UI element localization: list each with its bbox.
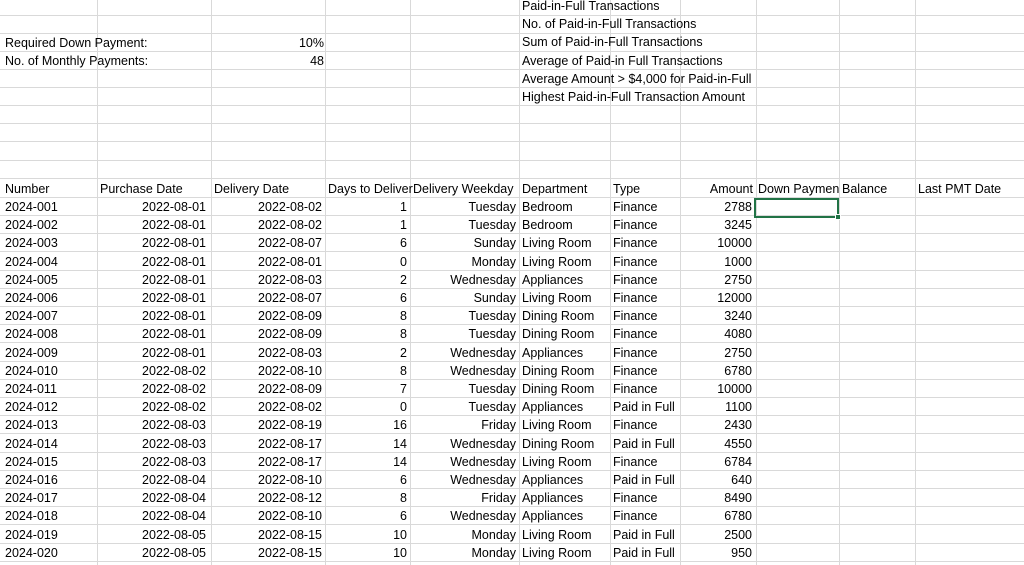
header-number[interactable]: Number <box>5 182 50 196</box>
cell-type[interactable]: Finance <box>613 291 658 305</box>
cell-purchase-date[interactable]: 2022-08-01 <box>142 255 206 269</box>
cell-days-to-deliver[interactable]: 14 <box>393 437 407 451</box>
cell-delivery-weekday[interactable]: Tuesday <box>468 327 516 341</box>
cell-number[interactable]: 2024-009 <box>5 346 58 360</box>
selected-cell-down-payment[interactable] <box>754 198 839 218</box>
cell-purchase-date[interactable]: 2022-08-02 <box>142 400 206 414</box>
cell-days-to-deliver[interactable]: 7 <box>400 382 407 396</box>
cell-amount[interactable]: 2788 <box>724 200 752 214</box>
cell-days-to-deliver[interactable]: 1 <box>400 218 407 232</box>
cell-delivery-weekday[interactable]: Wednesday <box>450 473 516 487</box>
cell-department[interactable]: Appliances <box>522 473 584 487</box>
cell-purchase-date[interactable]: 2022-08-01 <box>142 200 206 214</box>
cell-department[interactable]: Bedroom <box>522 218 573 232</box>
summary-label-6[interactable]: Highest Paid-in-Full Transaction Amount <box>522 90 746 104</box>
cell-delivery-date[interactable]: 2022-08-17 <box>258 455 322 469</box>
header-days-to-deliver[interactable]: Days to Deliver <box>328 182 413 196</box>
cell-amount[interactable]: 1000 <box>724 255 752 269</box>
summary-label-4[interactable]: Average of Paid-in Full Transactions <box>522 54 723 68</box>
cell-delivery-weekday[interactable]: Sunday <box>473 236 516 250</box>
cell-amount[interactable]: 2750 <box>724 273 752 287</box>
cell-number[interactable]: 2024-012 <box>5 400 58 414</box>
cell-delivery-date[interactable]: 2022-08-01 <box>258 255 322 269</box>
summary-label-5[interactable]: Average Amount > $4,000 for Paid-in-Full <box>522 72 752 86</box>
cell-delivery-weekday[interactable]: Monday <box>471 546 516 560</box>
cell-amount[interactable]: 8490 <box>724 491 752 505</box>
cell-delivery-weekday[interactable]: Tuesday <box>468 382 516 396</box>
cell-delivery-date[interactable]: 2022-08-17 <box>258 437 322 451</box>
cell-department[interactable]: Appliances <box>522 509 584 523</box>
cell-type[interactable]: Finance <box>613 346 658 360</box>
cell-amount[interactable]: 4550 <box>724 437 752 451</box>
cell-delivery-weekday[interactable]: Wednesday <box>450 346 516 360</box>
cell-amount[interactable]: 2500 <box>724 528 752 542</box>
cell-delivery-weekday[interactable]: Tuesday <box>468 400 516 414</box>
cell-department[interactable]: Dining Room <box>522 437 595 451</box>
cell-purchase-date[interactable]: 2022-08-04 <box>142 473 206 487</box>
cell-purchase-date[interactable]: 2022-08-01 <box>142 309 206 323</box>
cell-days-to-deliver[interactable]: 8 <box>400 327 407 341</box>
cell-delivery-weekday[interactable]: Sunday <box>473 291 516 305</box>
cell-department[interactable]: Living Room <box>522 546 592 560</box>
cell-delivery-weekday[interactable]: Monday <box>471 255 516 269</box>
cell-number[interactable]: 2024-005 <box>5 273 58 287</box>
monthly-payments-label[interactable]: No. of Monthly Payments: <box>5 54 149 68</box>
cell-purchase-date[interactable]: 2022-08-03 <box>142 418 206 432</box>
cell-delivery-weekday[interactable]: Wednesday <box>450 509 516 523</box>
cell-delivery-weekday[interactable]: Friday <box>481 491 516 505</box>
cell-delivery-weekday[interactable]: Tuesday <box>468 218 516 232</box>
cell-amount[interactable]: 10000 <box>717 382 752 396</box>
cell-purchase-date[interactable]: 2022-08-04 <box>142 509 206 523</box>
cell-department[interactable]: Appliances <box>522 346 584 360</box>
cell-purchase-date[interactable]: 2022-08-03 <box>142 437 206 451</box>
cell-days-to-deliver[interactable]: 0 <box>400 400 407 414</box>
cell-delivery-date[interactable]: 2022-08-03 <box>258 273 322 287</box>
column-gridline <box>839 0 840 565</box>
cell-number[interactable]: 2024-015 <box>5 455 58 469</box>
cell-delivery-date[interactable]: 2022-08-15 <box>258 528 322 542</box>
cell-amount[interactable]: 12000 <box>717 291 752 305</box>
cell-delivery-date[interactable]: 2022-08-09 <box>258 327 322 341</box>
row-gridline <box>0 123 1024 124</box>
cell-purchase-date[interactable]: 2022-08-04 <box>142 491 206 505</box>
cell-type[interactable]: Paid in Full <box>613 437 675 451</box>
cell-purchase-date[interactable]: 2022-08-01 <box>142 291 206 305</box>
row-gridline <box>0 105 1024 106</box>
cell-delivery-date[interactable]: 2022-08-07 <box>258 236 322 250</box>
cell-number[interactable]: 2024-003 <box>5 236 58 250</box>
cell-department[interactable]: Dining Room <box>522 327 595 341</box>
cell-type[interactable]: Paid in Full <box>613 528 675 542</box>
cell-delivery-weekday[interactable]: Monday <box>471 528 516 542</box>
cell-delivery-date[interactable]: 2022-08-02 <box>258 218 322 232</box>
cell-days-to-deliver[interactable]: 8 <box>400 309 407 323</box>
cell-purchase-date[interactable]: 2022-08-05 <box>142 546 206 560</box>
cell-delivery-weekday[interactable]: Tuesday <box>468 200 516 214</box>
cell-delivery-weekday[interactable]: Wednesday <box>450 455 516 469</box>
summary-label-1[interactable]: Paid-in-Full Transactions <box>522 0 660 13</box>
cell-delivery-weekday[interactable]: Friday <box>481 418 516 432</box>
cell-department[interactable]: Living Room <box>522 291 592 305</box>
cell-days-to-deliver[interactable]: 6 <box>400 509 407 523</box>
header-delivery-weekday[interactable]: Delivery Weekday <box>413 182 514 196</box>
cell-type[interactable]: Finance <box>613 364 658 378</box>
cell-days-to-deliver[interactable]: 0 <box>400 255 407 269</box>
cell-amount[interactable]: 6780 <box>724 509 752 523</box>
header-amount[interactable]: Amount <box>709 182 753 196</box>
cell-number[interactable]: 2024-008 <box>5 327 58 341</box>
header-down-payment[interactable]: Down Paymen <box>758 182 840 196</box>
cell-type[interactable]: Finance <box>613 382 658 396</box>
cell-number[interactable]: 2024-017 <box>5 491 58 505</box>
down-payment-label[interactable]: Required Down Payment: <box>5 36 148 50</box>
cell-number[interactable]: 2024-007 <box>5 309 58 323</box>
cell-delivery-date[interactable]: 2022-08-02 <box>258 400 322 414</box>
cell-days-to-deliver[interactable]: 6 <box>400 473 407 487</box>
cell-delivery-date[interactable]: 2022-08-10 <box>258 509 322 523</box>
cell-delivery-weekday[interactable]: Wednesday <box>450 437 516 451</box>
fill-handle[interactable] <box>835 214 841 220</box>
cell-number[interactable]: 2024-004 <box>5 255 58 269</box>
down-payment-value[interactable]: 10% <box>298 36 324 50</box>
cell-department[interactable]: Living Room <box>522 528 592 542</box>
cell-number[interactable]: 2024-014 <box>5 437 58 451</box>
cell-days-to-deliver[interactable]: 2 <box>400 346 407 360</box>
cell-delivery-date[interactable]: 2022-08-10 <box>258 473 322 487</box>
cell-amount[interactable]: 4080 <box>724 327 752 341</box>
monthly-payments-value[interactable]: 48 <box>310 54 324 68</box>
cell-purchase-date[interactable]: 2022-08-01 <box>142 273 206 287</box>
cell-delivery-date[interactable]: 2022-08-12 <box>258 491 322 505</box>
cell-number[interactable]: 2024-011 <box>5 382 57 396</box>
cell-type[interactable]: Finance <box>613 273 658 287</box>
header-balance[interactable]: Balance <box>842 182 888 196</box>
cell-department[interactable]: Bedroom <box>522 200 573 214</box>
cell-delivery-date[interactable]: 2022-08-10 <box>258 364 322 378</box>
cell-days-to-deliver[interactable]: 14 <box>393 455 407 469</box>
cell-department[interactable]: Appliances <box>522 491 584 505</box>
cell-days-to-deliver[interactable]: 16 <box>393 418 407 432</box>
cell-purchase-date[interactable]: 2022-08-01 <box>142 218 206 232</box>
cell-delivery-date[interactable]: 2022-08-03 <box>258 346 322 360</box>
cell-type[interactable]: Finance <box>613 218 658 232</box>
cell-number[interactable]: 2024-016 <box>5 473 58 487</box>
summary-label-2[interactable]: No. of Paid-in-Full Transactions <box>522 17 697 31</box>
cell-type[interactable]: Finance <box>613 418 658 432</box>
cell-type[interactable]: Paid in Full <box>613 400 675 414</box>
cell-number[interactable]: 2024-018 <box>5 509 58 523</box>
cell-delivery-weekday[interactable]: Wednesday <box>450 364 516 378</box>
cell-number[interactable]: 2024-006 <box>5 291 58 305</box>
cell-department[interactable]: Dining Room <box>522 309 595 323</box>
header-purchase-date[interactable]: Purchase Date <box>100 182 183 196</box>
cell-purchase-date[interactable]: 2022-08-01 <box>142 327 206 341</box>
cell-purchase-date[interactable]: 2022-08-05 <box>142 528 206 542</box>
cell-delivery-date[interactable]: 2022-08-09 <box>258 309 322 323</box>
cell-department[interactable]: Living Room <box>522 455 592 469</box>
cell-amount[interactable]: 6780 <box>724 364 752 378</box>
cell-department[interactable]: Living Room <box>522 236 592 250</box>
cell-purchase-date[interactable]: 2022-08-01 <box>142 346 206 360</box>
cell-delivery-date[interactable]: 2022-08-02 <box>258 200 322 214</box>
cell-type[interactable]: Finance <box>613 455 658 469</box>
cell-amount[interactable]: 10000 <box>717 236 752 250</box>
cell-number[interactable]: 2024-002 <box>5 218 58 232</box>
cell-days-to-deliver[interactable]: 8 <box>400 364 407 378</box>
cell-amount[interactable]: 2750 <box>724 346 752 360</box>
cell-amount[interactable]: 6784 <box>724 455 752 469</box>
header-delivery-date[interactable]: Delivery Date <box>214 182 290 196</box>
cell-amount[interactable]: 950 <box>731 546 752 560</box>
cell-department[interactable]: Appliances <box>522 400 584 414</box>
row-gridline <box>0 141 1024 142</box>
row-gridline <box>0 178 1024 179</box>
cell-purchase-date[interactable]: 2022-08-02 <box>142 382 206 396</box>
cell-delivery-weekday[interactable]: Wednesday <box>450 273 516 287</box>
cell-number[interactable]: 2024-013 <box>5 418 58 432</box>
cell-days-to-deliver[interactable]: 6 <box>400 291 407 305</box>
row-gridline <box>0 87 1024 88</box>
cell-delivery-date[interactable]: 2022-08-07 <box>258 291 322 305</box>
cell-amount[interactable]: 2430 <box>724 418 752 432</box>
cell-amount[interactable]: 3245 <box>724 218 752 232</box>
cell-number[interactable]: 2024-001 <box>5 200 58 214</box>
cell-amount[interactable]: 1100 <box>725 400 752 414</box>
cell-type[interactable]: Finance <box>613 327 658 341</box>
cell-type[interactable]: Finance <box>613 491 658 505</box>
cell-delivery-weekday[interactable]: Tuesday <box>468 309 516 323</box>
cell-number[interactable]: 2024-010 <box>5 364 58 378</box>
summary-label-3[interactable]: Sum of Paid-in-Full Transactions <box>522 35 703 49</box>
header-type[interactable]: Type <box>613 182 641 196</box>
cell-department[interactable]: Living Room <box>522 418 592 432</box>
cell-type[interactable]: Finance <box>613 255 658 269</box>
cell-delivery-date[interactable]: 2022-08-19 <box>258 418 322 432</box>
cell-type[interactable]: Finance <box>613 236 658 250</box>
cell-days-to-deliver[interactable]: 2 <box>400 273 407 287</box>
cell-department[interactable]: Living Room <box>522 255 592 269</box>
cell-department[interactable]: Appliances <box>522 273 584 287</box>
cell-purchase-date[interactable]: 2022-08-01 <box>142 236 206 250</box>
cell-department[interactable]: Dining Room <box>522 382 595 396</box>
cell-days-to-deliver[interactable]: 6 <box>400 236 407 250</box>
row-gridline <box>0 15 1024 16</box>
column-gridline <box>915 0 916 565</box>
header-department[interactable]: Department <box>522 182 588 196</box>
cell-purchase-date[interactable]: 2022-08-02 <box>142 364 206 378</box>
cell-department[interactable]: Dining Room <box>522 364 595 378</box>
cell-number[interactable]: 2024-019 <box>5 528 58 542</box>
cell-days-to-deliver[interactable]: 10 <box>393 528 407 542</box>
cell-type[interactable]: Paid in Full <box>613 546 675 560</box>
cell-purchase-date[interactable]: 2022-08-03 <box>142 455 206 469</box>
header-last-pmt-date[interactable]: Last PMT Date <box>918 182 1002 196</box>
cell-days-to-deliver[interactable]: 8 <box>400 491 407 505</box>
cell-amount[interactable]: 3240 <box>724 309 752 323</box>
cell-delivery-date[interactable]: 2022-08-15 <box>258 546 322 560</box>
cell-type[interactable]: Finance <box>613 200 658 214</box>
cell-type[interactable]: Finance <box>613 509 658 523</box>
cell-type[interactable]: Finance <box>613 309 658 323</box>
cell-days-to-deliver[interactable]: 10 <box>393 546 407 560</box>
row-gridline <box>0 160 1024 161</box>
cell-type[interactable]: Paid in Full <box>613 473 675 487</box>
cell-delivery-date[interactable]: 2022-08-09 <box>258 382 322 396</box>
cell-number[interactable]: 2024-020 <box>5 546 58 560</box>
cell-days-to-deliver[interactable]: 1 <box>400 200 407 214</box>
cell-amount[interactable]: 640 <box>731 473 752 487</box>
